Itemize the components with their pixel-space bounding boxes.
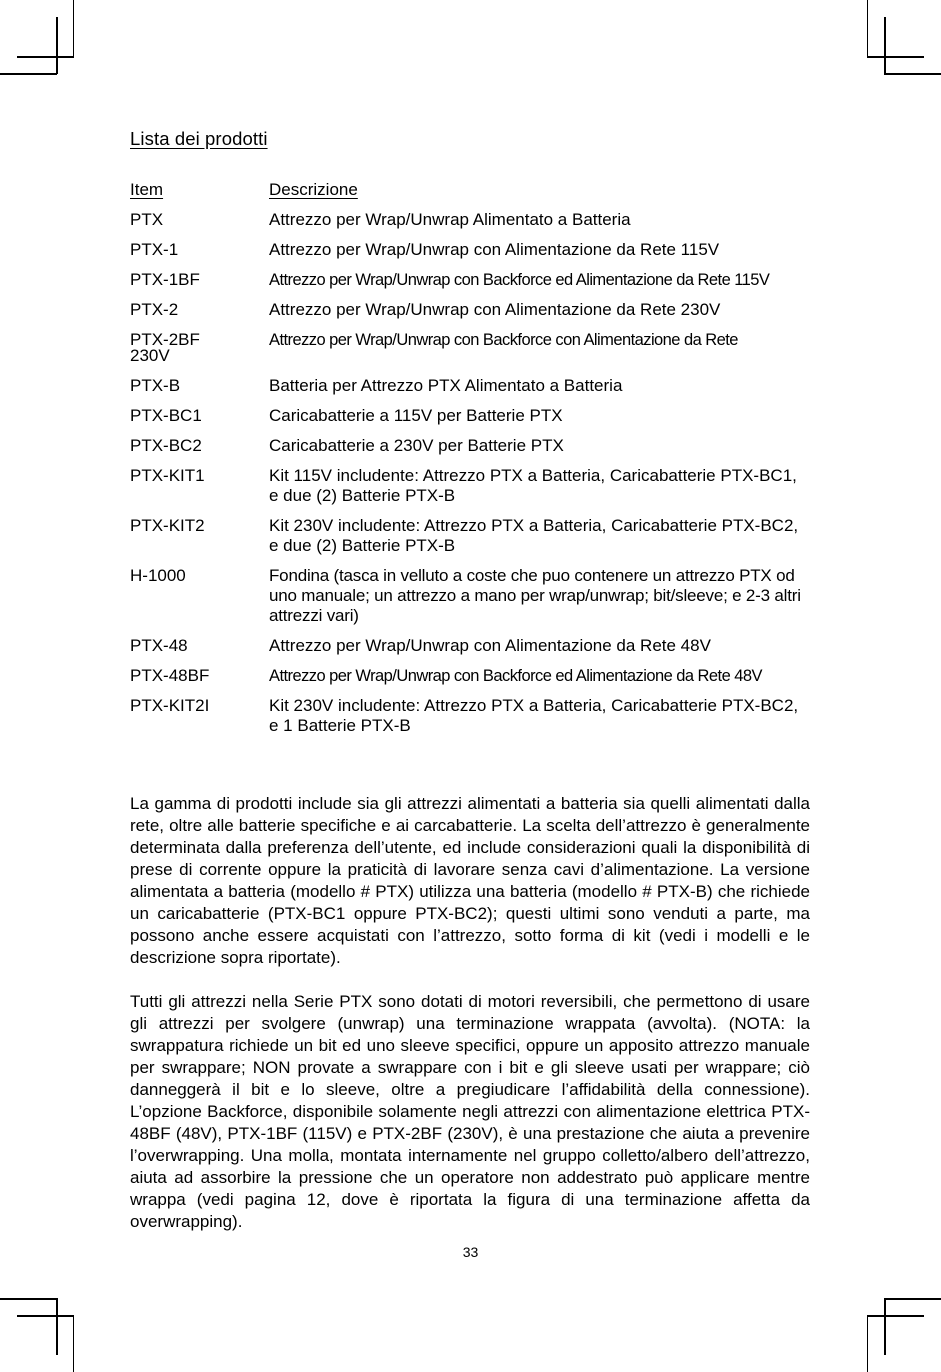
table-row [130, 566, 820, 626]
paragraph-ptx-series: Tutti gli attrezzi nella Serie PTX sono dotati di motori reversibili, che permettono di usare gli attrezzi per svolgere (unwrap) una terminazione wrappata (avvolta). (NOTA: la swrappatura richiede un bit ed uno sleeve specifici, oppure un apposito attrezzo manuale per swrappare; NON provate a swrappare con i bit e gli sleeve usati per wrappare; ciò danneggerà il bit e lo sleeve, oltre a pregiudicare l’affidabilità della connessione). L’opzione Backforce, disponibile solamente negli attrezzi con alimentazione elettrica PTX-48BF (48V), PTX-1BF (115V) e PTX-2BF (230V), è una prestazione che aiuta a prevenire l’overwrapping. Una molla, montata internamente nel gruppo colletto/albero dell’attrezzo, aiuta ad assorbire la pressione che un operatore non addestrato può applicare mentre wrappa (vedi pagina 12, dove è riportata la figura di una terminazione affetta da overwrapping). [130, 992, 810, 1231]
item-description: Fondina (tasca in velluto a coste che puo contenere un attrezzo PTX od uno manuale; un attrezzo a mano per wrap/unwrap; bit/sleeve; e 2-3 altri attrezzi vari) [269, 566, 801, 625]
item-description: Caricabatterie a 230V per Batterie PTX [269, 436, 564, 455]
table-row [130, 516, 820, 556]
item-code: PTX-KIT2 [130, 516, 205, 535]
table-row [130, 636, 820, 656]
table-row [130, 270, 820, 290]
item-code: PTX-KIT2I [130, 696, 210, 715]
table-row [130, 300, 820, 320]
table-row [130, 210, 820, 230]
item-code: PTX-48 [130, 636, 188, 655]
table-row [130, 406, 820, 426]
item-code: PTX-48BF [130, 666, 210, 685]
item-code: PTX-BC1 [130, 406, 202, 425]
table-row [130, 240, 820, 260]
item-description: Caricabatterie a 115V per Batterie PTX [269, 406, 563, 425]
item-description: Attrezzo per Wrap/Unwrap con Backforce ed Alimentazione da Rete 48V [269, 667, 762, 685]
item-description: Attrezzo per Wrap/Unwrap Alimentato a Batteria [269, 210, 631, 229]
item-code: PTX-KIT1 [130, 466, 205, 485]
item-description: Kit 230V includente: Attrezzo PTX a Batteria, Caricabatterie PTX-BC2, e due (2) Batterie PTX-B [269, 516, 799, 555]
item-description: Attrezzo per Wrap/Unwrap con Backforce ed Alimentazione da Rete 115V [269, 271, 770, 289]
item-code: H-1000 [130, 566, 186, 585]
item-code: PTX [130, 210, 164, 229]
table-row [130, 436, 820, 456]
item-description: Attrezzo per Wrap/Unwrap con Alimentazione da Rete 230V [269, 300, 721, 319]
item-description: Attrezzo per Wrap/Unwrap con Alimentazione da Rete 115V [269, 240, 720, 259]
item-code-line1: PTX-2BF [130, 330, 200, 349]
item-code [130, 330, 265, 370]
item-description: Kit 115V includente: Attrezzo PTX a Batteria, Caricabatterie PTX-BC1, e due (2) Batterie PTX-B [269, 466, 797, 505]
item-description: Attrezzo per Wrap/Unwrap con Backforce con Alimentazione da Rete [269, 331, 738, 349]
header-item: Item [130, 180, 164, 199]
item-description: Batteria per Attrezzo PTX Alimentato a Batteria [269, 376, 623, 395]
paragraph-product-range: La gamma di prodotti include sia gli attrezzi alimentati a batteria sia quelli alimentati dalla rete, oltre alle batterie specifiche e ai carcabatterie. La scelta dell’attrezzo è generalmente determinata dalla preferenza dell’utente, ed include considerazioni quali la disponibilità di prese di corrente oppure la praticità di lavorare senza cavi d’alimentazione. La versione alimentata a batteria (modello # PTX) utilizza una batteria (modello # PTX-B) che richiede un caricabatterie (PTX-BC1 oppure PTX-BC2); questi ultimi sono venduti a parte, ma possono anche essere acquistati con l’attrezzo, sotto forma di kit (vedi i modelli e le descrizione sopra riportate). [130, 794, 810, 967]
page-number: 33 [462, 1244, 479, 1260]
table-row [130, 466, 820, 506]
table-row [130, 330, 820, 366]
header-description: Descrizione [269, 180, 358, 199]
table-row [130, 666, 820, 686]
table-header-row [130, 180, 820, 200]
product-table [130, 180, 820, 746]
item-code: PTX-1 [130, 240, 179, 259]
item-description: Kit 230V includente: Attrezzo PTX a Batteria, Caricabatterie PTX-BC2, e 1 Batterie PTX-B [269, 696, 799, 735]
item-code: PTX-BC2 [130, 436, 202, 455]
item-code-line2: 230V [130, 346, 170, 365]
page-title: Lista dei prodotti [130, 128, 268, 149]
item-description: Attrezzo per Wrap/Unwrap con Alimentazione da Rete 48V [269, 636, 711, 655]
item-code: PTX-1BF [130, 270, 200, 289]
table-row [130, 696, 820, 736]
item-code: PTX-B [130, 376, 181, 395]
table-row [130, 376, 820, 396]
item-code: PTX-2 [130, 300, 179, 319]
